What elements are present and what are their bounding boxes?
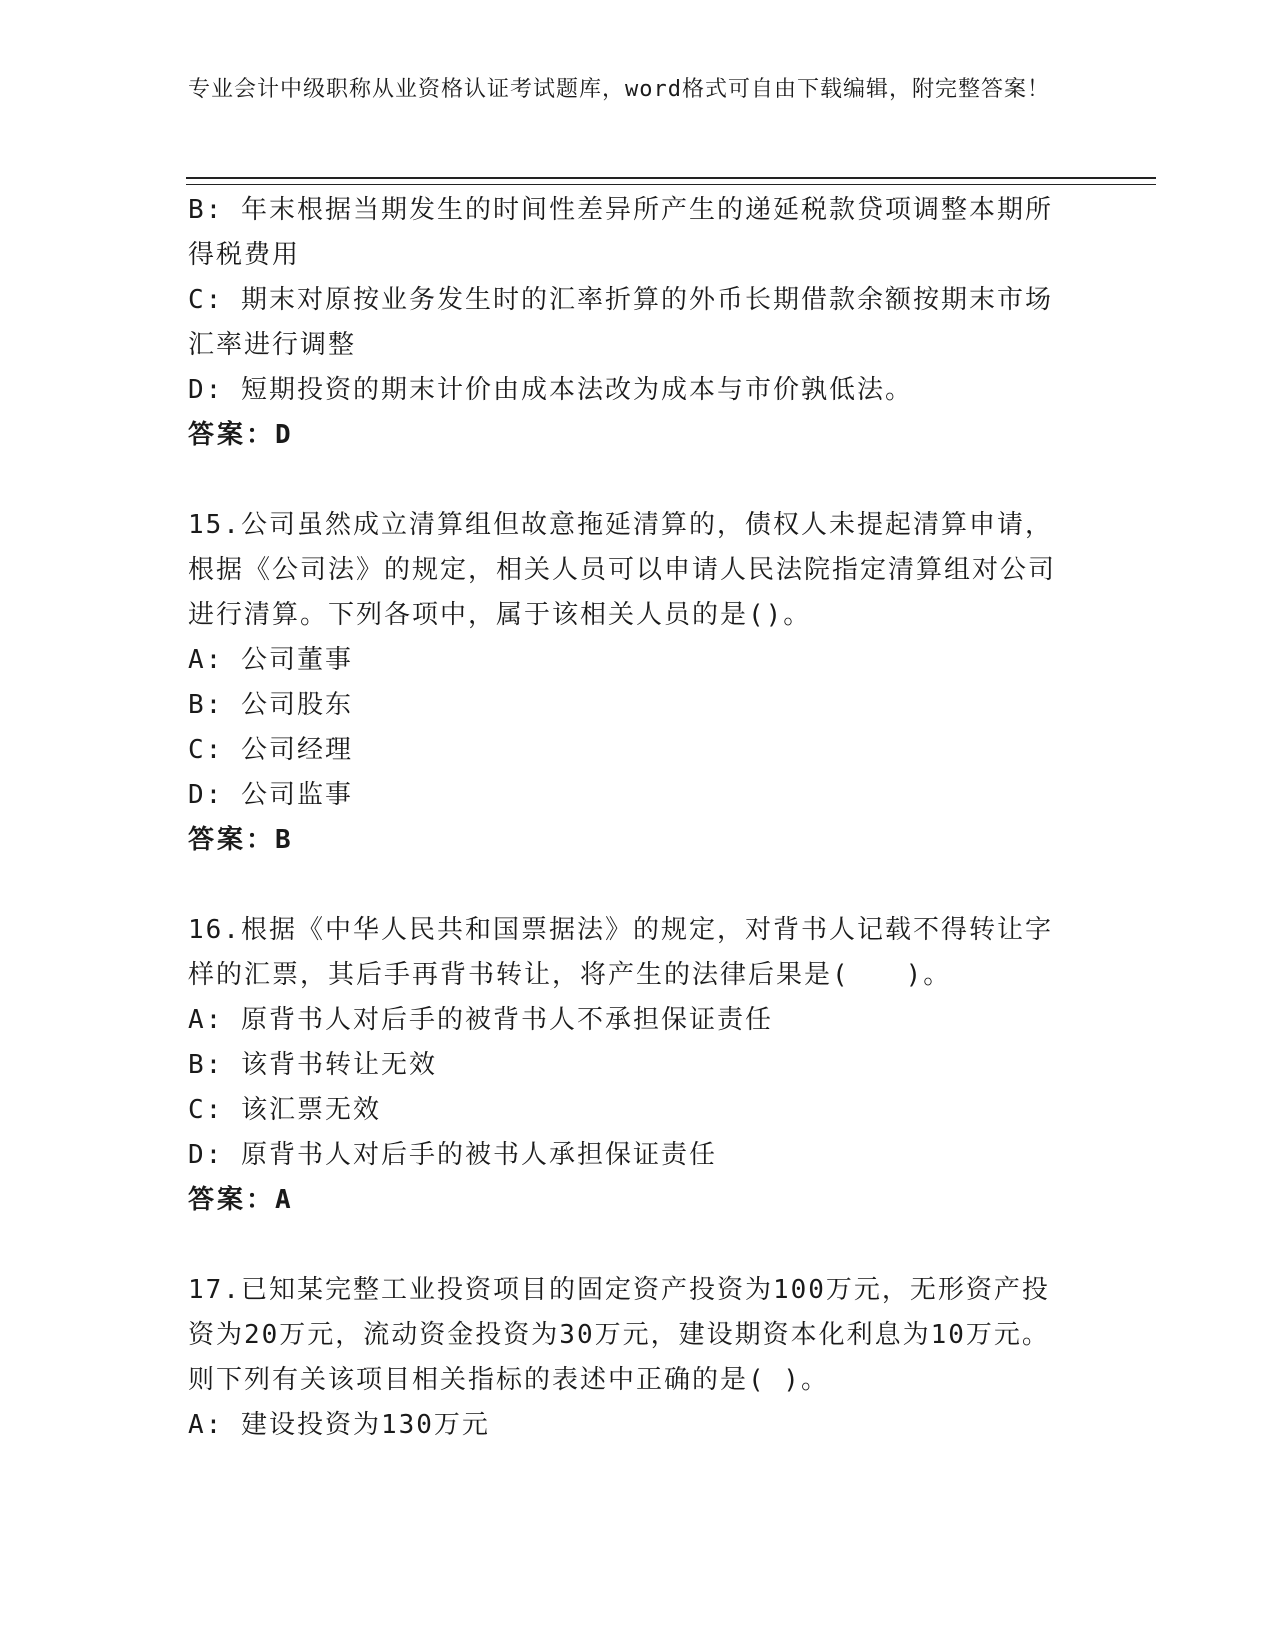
q15-option-c: C: 公司经理: [188, 735, 353, 765]
q15-option-d: D: 公司监事: [188, 780, 353, 810]
q14-option-d: D: 短期投资的期末计价由成本法改为成本与市价孰低法。: [188, 375, 913, 405]
q15-stem: 15.公司虽然成立清算组但故意拖延清算的，债权人未提起清算申请，根据《公司法》的规定，相关人员可以申请人民法院指定清算组对公司进行清算。下列各项中，属于该相关人员的是()。: [188, 510, 1057, 630]
q15-option-b: B: 公司股东: [188, 690, 353, 720]
q16-option-a: A: 原背书人对后手的被背书人不承担保证责任: [188, 1005, 773, 1035]
document-body: [188, 188, 1068, 1448]
q15-answer: 答案：B: [188, 825, 294, 855]
q16-option-b: B: 该背书转让无效: [188, 1050, 437, 1080]
spacer: [188, 863, 1068, 908]
q17-option-a: A: 建设投资为130万元: [188, 1410, 490, 1440]
spacer: [188, 1223, 1068, 1268]
q16-option-c: C: 该汇票无效: [188, 1095, 381, 1125]
q14-answer: 答案：D: [188, 420, 294, 450]
q14-option-b: B: 年末根据当期发生的时间性差异所产生的递延税款贷项调整本期所得税费用: [188, 195, 1053, 270]
q16-option-d: D: 原背书人对后手的被书人承担保证责任: [188, 1140, 717, 1170]
q17-stem: 17.已知某完整工业投资项目的固定资产投资为100万元，无形资产投资为20万元，流动资金投资为30万元，建设期资本化利息为10万元。则下列有关该项目相关指标的表述中正确的是( )。: [188, 1275, 1050, 1395]
q14-option-c: C: 期末对原按业务发生时的汇率折算的外币长期借款余额按期末市场汇率进行调整: [188, 285, 1053, 360]
header-divider: [186, 177, 1156, 185]
spacer: [188, 458, 1068, 503]
q16-stem: 16.根据《中华人民共和国票据法》的规定，对背书人记载不得转让字样的汇票，其后手再背书转让，将产生的法律后果是( )。: [188, 915, 1053, 990]
q16-answer: 答案：A: [188, 1185, 294, 1215]
page-header: 专业会计中级职称从业资格认证考试题库，word格式可自由下载编辑，附完整答案！: [188, 77, 1050, 102]
q15-option-a: A: 公司董事: [188, 645, 353, 675]
